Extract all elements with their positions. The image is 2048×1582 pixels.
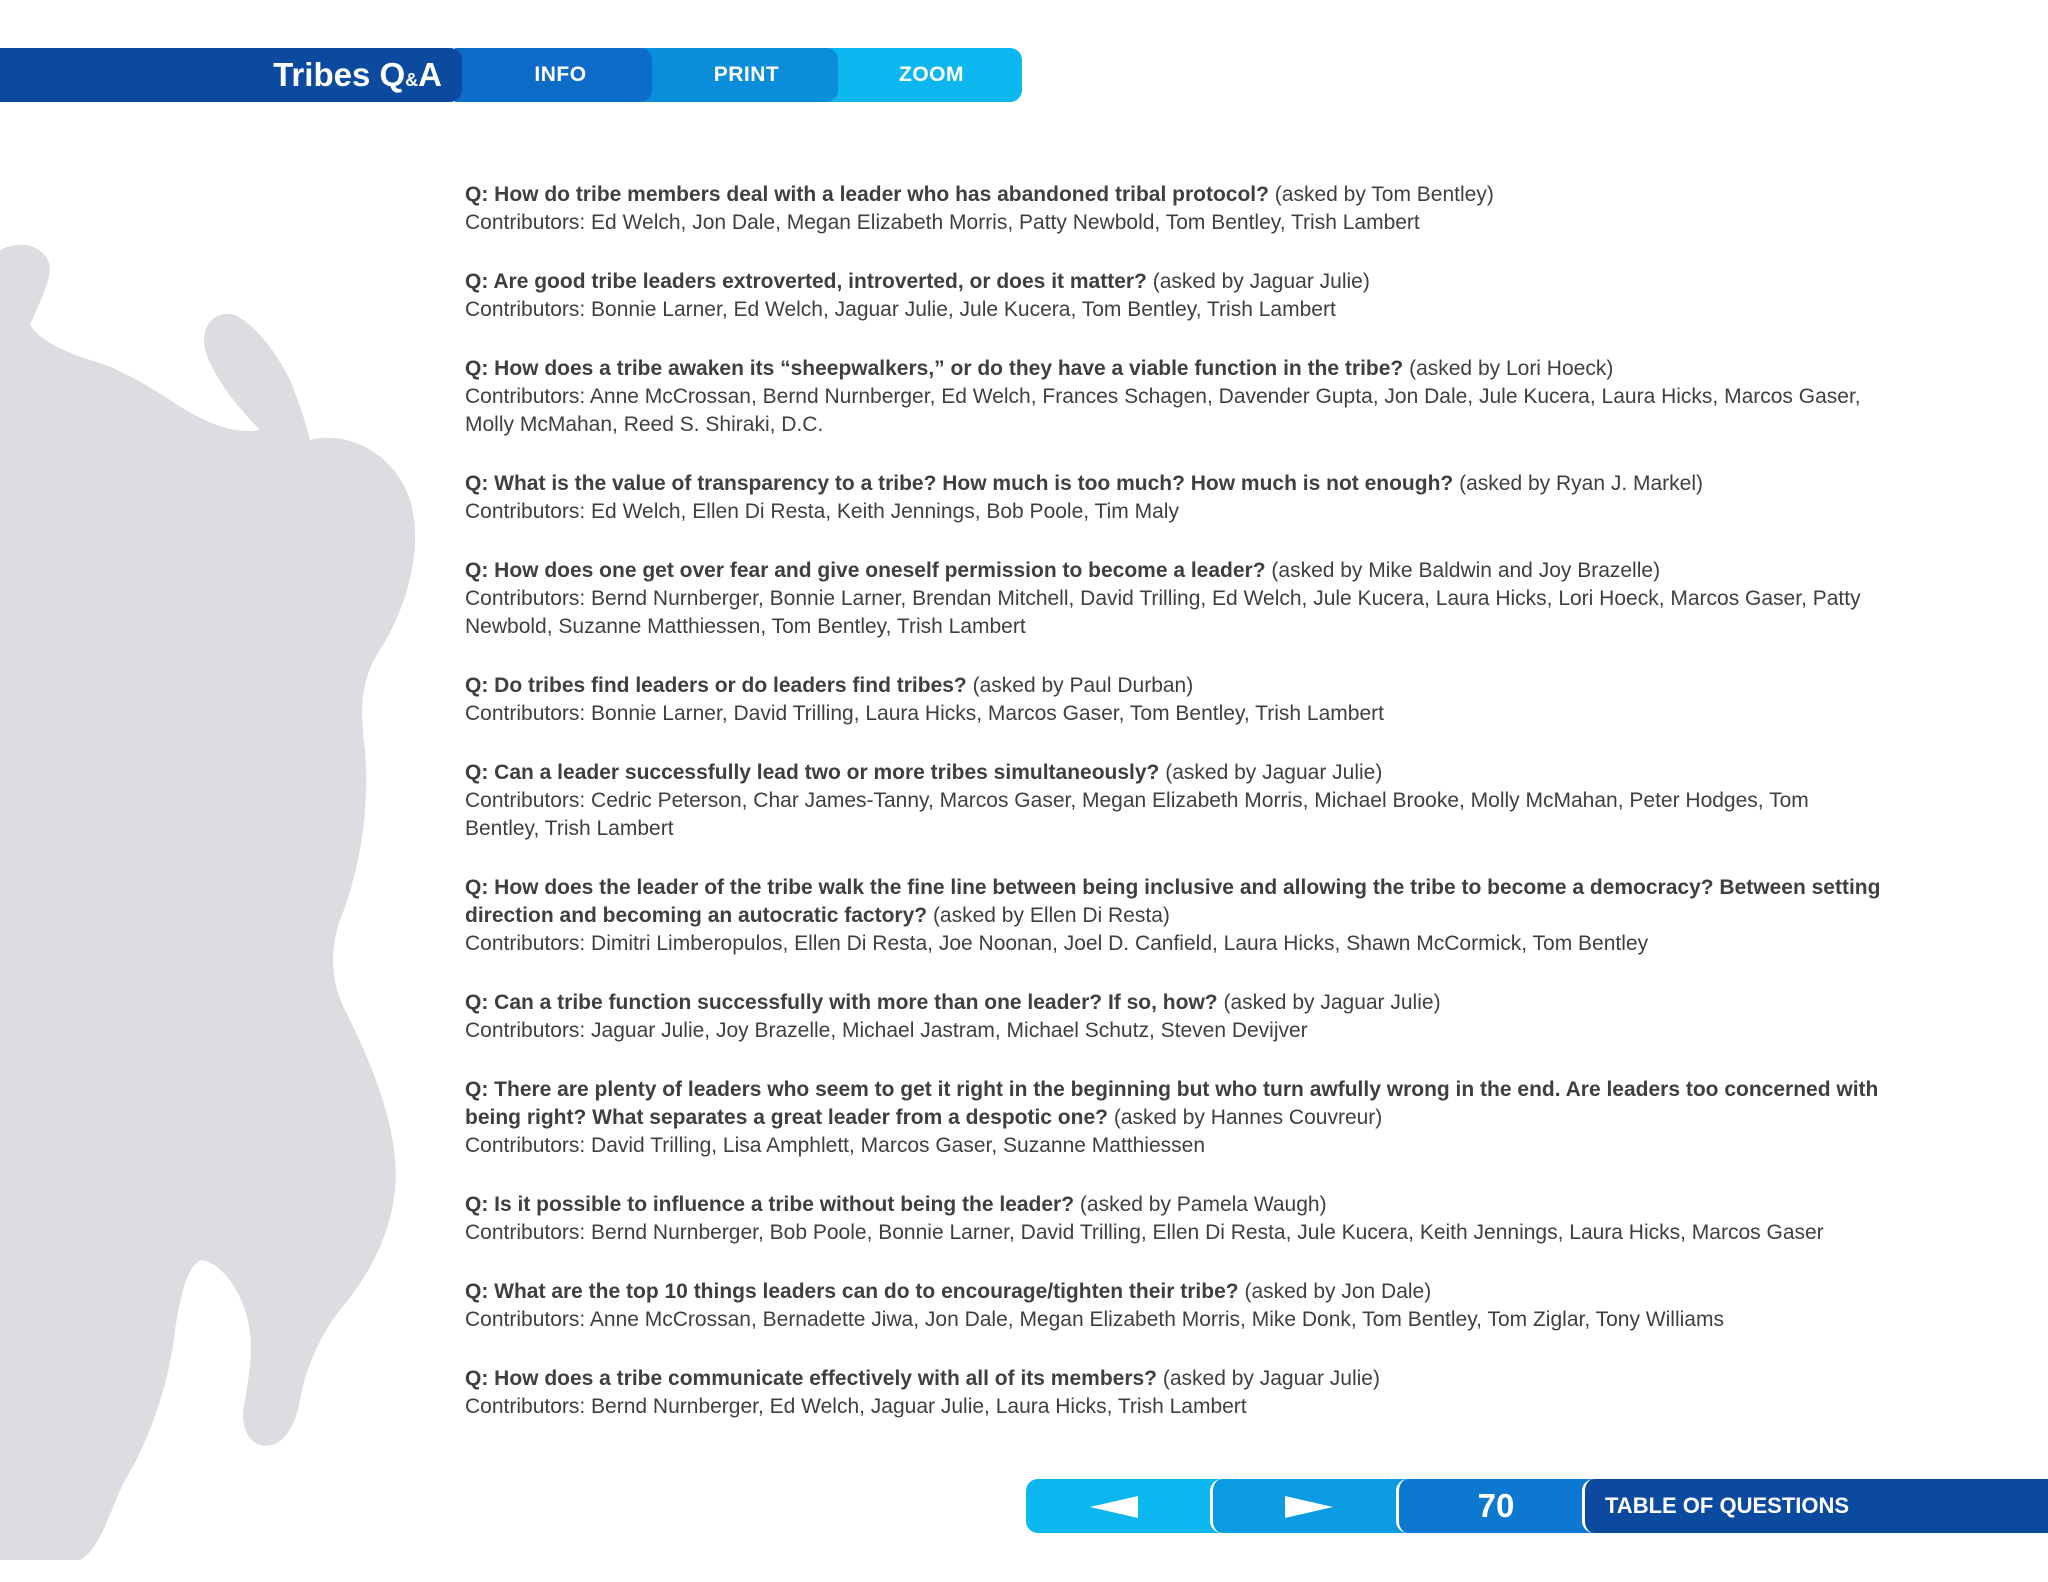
asked-by: (asked by Tom Bentley) [1274, 183, 1494, 206]
asked-by: (asked by Jaguar Julie) [1165, 761, 1383, 784]
left-arrow-icon [1090, 1496, 1138, 1518]
question-text: Q: Can a tribe function successfully with more than one leader? If so, how? [465, 991, 1218, 1014]
question-line [465, 1278, 1885, 1306]
tab-print[interactable]: PRINT [638, 48, 838, 102]
contributors-line: Contributors: Anne McCrossan, Bernd Nurnberger, Ed Welch, Frances Schagen, Davender Gupta, Jon Dale, Jule Kucera, Laura Hicks, Marcos Gaser, Molly McMahan, Reed S. Shiraki, D.C. [465, 385, 1861, 436]
question-line [465, 355, 1885, 383]
question-text: Q: What is the value of transparency to a tribe? How much is too much? How much is not enough? [465, 472, 1454, 495]
bottom-navigation [1026, 1479, 2048, 1533]
question-line [465, 874, 1885, 930]
question-line [465, 557, 1885, 585]
asked-by: (asked by Pamela Waugh) [1079, 1193, 1327, 1216]
asked-by: (asked by Lori Hoeck) [1409, 357, 1614, 380]
question-text: Q: What are the top 10 things leaders can do to encourage/tighten their tribe? [465, 1280, 1239, 1303]
brand-title-tail: A [418, 56, 442, 93]
asked-by: (asked by Jaguar Julie) [1162, 1367, 1380, 1390]
tab-zoom[interactable]: ZOOM [824, 48, 1022, 102]
contributors-line: Contributors: Cedric Peterson, Char James-Tanny, Marcos Gaser, Megan Elizabeth Morris, Michael Brooke, Molly McMahan, Peter Hodges, Tom Bentley, Trish Lambert [465, 789, 1809, 840]
asked-by: (asked by Ellen Di Resta) [932, 904, 1170, 927]
question-text: Q: How does a tribe awaken its “sheepwalkers,” or do they have a viable function in the tribe? [465, 357, 1404, 380]
previous-page-button[interactable] [1026, 1479, 1222, 1533]
list-item [465, 1191, 1885, 1247]
asked-by: (asked by Hannes Couvreur) [1113, 1106, 1383, 1129]
question-line [465, 1076, 1885, 1132]
top-navigation [0, 48, 1022, 102]
contributors-line: Contributors: Anne McCrossan, Bernadette Jiwa, Jon Dale, Megan Elizabeth Morris, Mike Donk, Tom Bentley, Tom Ziglar, Tony Williams [465, 1308, 1724, 1331]
contributors-line: Contributors: Bonnie Larner, Ed Welch, Jaguar Julie, Jule Kucera, Tom Bentley, Trish Lambert [465, 298, 1336, 321]
contributors-line: Contributors: Bonnie Larner, David Trilling, Laura Hicks, Marcos Gaser, Tom Bentley, Trish Lambert [465, 702, 1384, 725]
list-item [465, 672, 1885, 728]
question-text: Q: How does one get over fear and give oneself permission to become a leader? [465, 559, 1266, 582]
asked-by: (asked by Jon Dale) [1244, 1280, 1432, 1303]
contributors-line: Contributors: David Trilling, Lisa Amphlett, Marcos Gaser, Suzanne Matthiessen [465, 1134, 1206, 1157]
list-item [465, 1278, 1885, 1334]
question-text: Q: Can a leader successfully lead two or more tribes simultaneously? [465, 761, 1160, 784]
question-text: Q: There are plenty of leaders who seem to get it right in the beginning but who turn awfully wrong in the end. Are leaders too concerned with being right? What separates a great leader from a despotic one? [465, 1078, 1879, 1129]
list-item [465, 989, 1885, 1045]
asked-by: (asked by Paul Durban) [972, 674, 1194, 697]
brand-title [0, 48, 462, 102]
list-item [465, 470, 1885, 526]
list-item [465, 1076, 1885, 1160]
contributors-line: Contributors: Ed Welch, Ellen Di Resta, Keith Jennings, Bob Poole, Tim Maly [465, 500, 1179, 523]
table-of-questions-button[interactable]: TABLE OF QUESTIONS [1582, 1479, 2048, 1533]
question-line [465, 1365, 1885, 1393]
tab-info[interactable]: INFO [452, 48, 652, 102]
question-list [465, 181, 1885, 1452]
question-text: Q: Are good tribe leaders extroverted, introverted, or does it matter? [465, 270, 1147, 293]
question-text: Q: Is it possible to influence a tribe without being the leader? [465, 1193, 1075, 1216]
list-item [465, 1365, 1885, 1421]
contributors-line: Contributors: Jaguar Julie, Joy Brazelle, Michael Jastram, Michael Schutz, Steven Devijver [465, 1019, 1308, 1042]
asked-by: (asked by Jaguar Julie) [1223, 991, 1441, 1014]
question-text: Q: How does a tribe communicate effectively with all of its members? [465, 1367, 1158, 1390]
asked-by: (asked by Jaguar Julie) [1152, 270, 1370, 293]
asked-by: (asked by Mike Baldwin and Joy Brazelle) [1271, 559, 1661, 582]
list-item [465, 268, 1885, 324]
next-page-button[interactable] [1210, 1479, 1410, 1533]
dancer-silhouette-image [0, 230, 430, 1560]
question-line [465, 759, 1885, 787]
list-item [465, 874, 1885, 958]
question-text: Q: How does the leader of the tribe walk the fine line between being inclusive and allowing the tribe to become a democracy? Between setting direction and becoming an autocratic factory? [465, 876, 1881, 927]
contributors-line: Contributors: Ed Welch, Jon Dale, Megan Elizabeth Morris, Patty Newbold, Tom Bentley, Trish Lambert [465, 211, 1420, 234]
question-text: Q: Do tribes find leaders or do leaders find tribes? [465, 674, 967, 697]
contributors-line: Contributors: Dimitri Limberopulos, Ellen Di Resta, Joe Noonan, Joel D. Canfield, Laura Hicks, Shawn McCormick, Tom Bentley [465, 932, 1649, 955]
brand-title-main: Tribes Q [273, 56, 406, 93]
question-line [465, 470, 1885, 498]
question-line [465, 268, 1885, 296]
list-item [465, 181, 1885, 237]
question-line [465, 1191, 1885, 1219]
list-item [465, 557, 1885, 641]
question-line [465, 989, 1885, 1017]
right-arrow-icon [1285, 1496, 1333, 1518]
contributors-line: Contributors: Bernd Nurnberger, Bonnie Larner, Brendan Mitchell, David Trilling, Ed Welch, Jule Kucera, Laura Hicks, Lori Hoeck, Marcos Gaser, Patty Newbold, Suzanne Matthiessen, Tom Bentley, Trish Lambert [465, 587, 1861, 638]
list-item [465, 759, 1885, 843]
brand-title-ampersand: & [405, 70, 419, 90]
contributors-line: Contributors: Bernd Nurnberger, Bob Poole, Bonnie Larner, David Trilling, Ellen Di Resta, Jule Kucera, Keith Jennings, Laura Hicks, Marcos Gaser [465, 1221, 1824, 1244]
contributors-line: Contributors: Bernd Nurnberger, Ed Welch, Jaguar Julie, Laura Hicks, Trish Lambert [465, 1395, 1247, 1418]
question-text: Q: How do tribe members deal with a leader who has abandoned tribal protocol? [465, 183, 1269, 206]
question-line [465, 672, 1885, 700]
asked-by: (asked by Ryan J. Markel) [1459, 472, 1704, 495]
page-number: 70 [1396, 1479, 1596, 1533]
question-line [465, 181, 1885, 209]
list-item [465, 355, 1885, 439]
